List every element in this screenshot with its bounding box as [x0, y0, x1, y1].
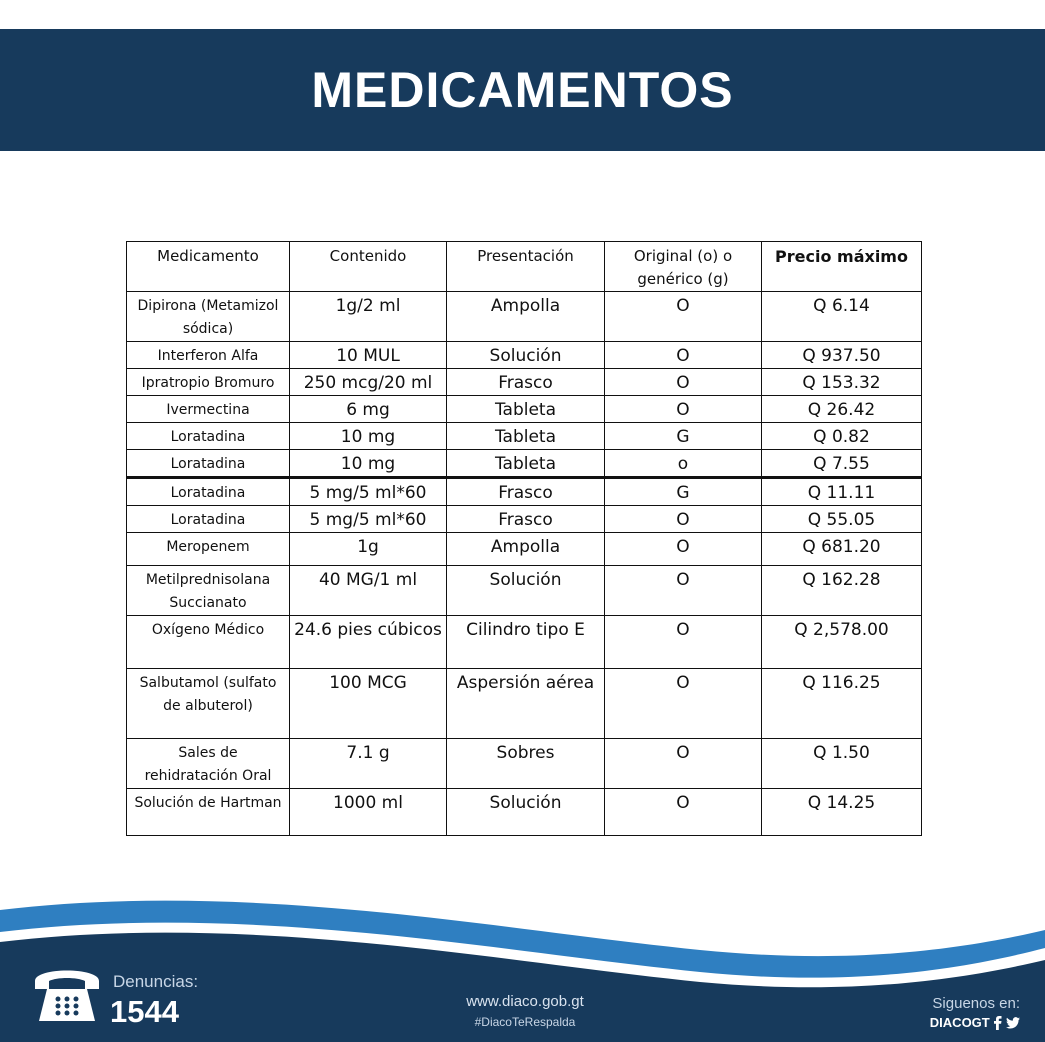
table-row — [127, 616, 922, 669]
table-cell: Cilindro tipo E — [447, 616, 605, 669]
table-cell: Loratadina — [127, 423, 290, 450]
table-cell: 7.1 g — [290, 739, 447, 789]
table-cell: Salbutamol (sulfato de albuterol) — [127, 669, 290, 739]
table-cell: Tableta — [447, 396, 605, 423]
table-cell: Solución — [447, 566, 605, 616]
phone-icon — [33, 963, 101, 1025]
column-header: Medicamento — [127, 242, 290, 292]
table-row — [127, 478, 922, 506]
table-cell: Q 26.42 — [762, 396, 922, 423]
column-header: Precio máximo — [762, 242, 922, 292]
table-row — [127, 342, 922, 369]
table-cell: Q 937.50 — [762, 342, 922, 369]
table-cell: 40 MG/1 ml — [290, 566, 447, 616]
table-cell: Frasco — [447, 478, 605, 506]
table-cell: Ipratropio Bromuro — [127, 369, 290, 396]
page-title: MEDICAMENTOS — [311, 62, 734, 118]
table-cell: Metilprednisolana Succianato — [127, 566, 290, 616]
table-cell: Q 14.25 — [762, 789, 922, 836]
table-cell: Oxígeno Médico — [127, 616, 290, 669]
table-cell: Q 116.25 — [762, 669, 922, 739]
table-cell: Q 55.05 — [762, 506, 922, 533]
table-row — [127, 669, 922, 739]
social-links — [860, 1014, 1020, 1030]
table-cell: Q 6.14 — [762, 292, 922, 342]
medicines-table — [126, 241, 922, 836]
table-header-row — [127, 242, 922, 292]
table-cell: G — [605, 423, 762, 450]
table-cell: Q 7.55 — [762, 450, 922, 478]
table-cell: O — [605, 506, 762, 533]
table-cell: Frasco — [447, 369, 605, 396]
table-cell: 24.6 pies cúbicos — [290, 616, 447, 669]
table-cell: Dipirona (Metamizol sódica) — [127, 292, 290, 342]
table-cell: Meropenem — [127, 533, 290, 566]
table-cell: O — [605, 369, 762, 396]
table-cell: Sales de rehidratación Oral — [127, 739, 290, 789]
table-cell: Tableta — [447, 450, 605, 478]
table-cell: G — [605, 478, 762, 506]
hashtag: #DiacoTeRespalda — [474, 1015, 576, 1029]
table-cell: Q 153.32 — [762, 369, 922, 396]
table-cell: Tableta — [447, 423, 605, 450]
table-row — [127, 789, 922, 836]
column-header: Original (o) o genérico (g) — [605, 242, 762, 292]
table-cell: O — [605, 739, 762, 789]
table-body — [127, 292, 922, 836]
table-row — [127, 566, 922, 616]
table-cell: Ivermectina — [127, 396, 290, 423]
table-cell: Q 2,578.00 — [762, 616, 922, 669]
table-cell: 1g/2 ml — [290, 292, 447, 342]
table-cell: 6 mg — [290, 396, 447, 423]
table-cell: 10 MUL — [290, 342, 447, 369]
table-row — [127, 423, 922, 450]
siguenos-label: Siguenos en: — [932, 995, 1020, 1012]
table-cell: Solución de Hartman — [127, 789, 290, 836]
table-cell: Ampolla — [447, 292, 605, 342]
table-cell: 10 mg — [290, 450, 447, 478]
twitter-icon[interactable] — [1006, 1017, 1020, 1029]
table-row — [127, 292, 922, 342]
table-row — [127, 506, 922, 533]
table-cell: Solución — [447, 789, 605, 836]
top-strip — [0, 0, 1045, 29]
table-cell: O — [605, 616, 762, 669]
table-cell: O — [605, 669, 762, 739]
table-cell: o — [605, 450, 762, 478]
facebook-icon[interactable] — [993, 1016, 1002, 1030]
table-cell: O — [605, 292, 762, 342]
table-cell: Loratadina — [127, 478, 290, 506]
table-cell: Q 1.50 — [762, 739, 922, 789]
table-row — [127, 450, 922, 478]
table-cell: O — [605, 533, 762, 566]
table-cell: Q 11.11 — [762, 478, 922, 506]
table-cell: 100 MCG — [290, 669, 447, 739]
table-cell: O — [605, 566, 762, 616]
table-cell: Ampolla — [447, 533, 605, 566]
table-row — [127, 533, 922, 566]
website-link[interactable]: www.diaco.gob.gt — [466, 993, 584, 1010]
table-cell: O — [605, 789, 762, 836]
denuncias-label: Denuncias: — [113, 972, 199, 991]
table-cell: 1g — [290, 533, 447, 566]
title-banner — [0, 29, 1045, 151]
column-header: Contenido — [290, 242, 447, 292]
table-cell: 250 mcg/20 ml — [290, 369, 447, 396]
table-cell: Loratadina — [127, 450, 290, 478]
table-cell: Solución — [447, 342, 605, 369]
table-cell: O — [605, 396, 762, 423]
table-cell: Q 162.28 — [762, 566, 922, 616]
table-cell: Loratadina — [127, 506, 290, 533]
table-cell: Frasco — [447, 506, 605, 533]
table-row — [127, 369, 922, 396]
table-cell: Q 0.82 — [762, 423, 922, 450]
table-cell: 1000 ml — [290, 789, 447, 836]
table-cell: O — [605, 342, 762, 369]
table-cell: Sobres — [447, 739, 605, 789]
table-cell: Aspersión aérea — [447, 669, 605, 739]
column-header: Presentación — [447, 242, 605, 292]
social-handle: DIACOGT — [929, 1015, 990, 1031]
table-row — [127, 396, 922, 423]
table-cell: Interferon Alfa — [127, 342, 290, 369]
table-cell: 10 mg — [290, 423, 447, 450]
table-cell: 5 mg/5 ml*60 — [290, 506, 447, 533]
table-row — [127, 739, 922, 789]
table-cell: 5 mg/5 ml*60 — [290, 478, 447, 506]
table-cell: Q 681.20 — [762, 533, 922, 566]
denuncias-number[interactable]: 1544 — [110, 994, 179, 1029]
